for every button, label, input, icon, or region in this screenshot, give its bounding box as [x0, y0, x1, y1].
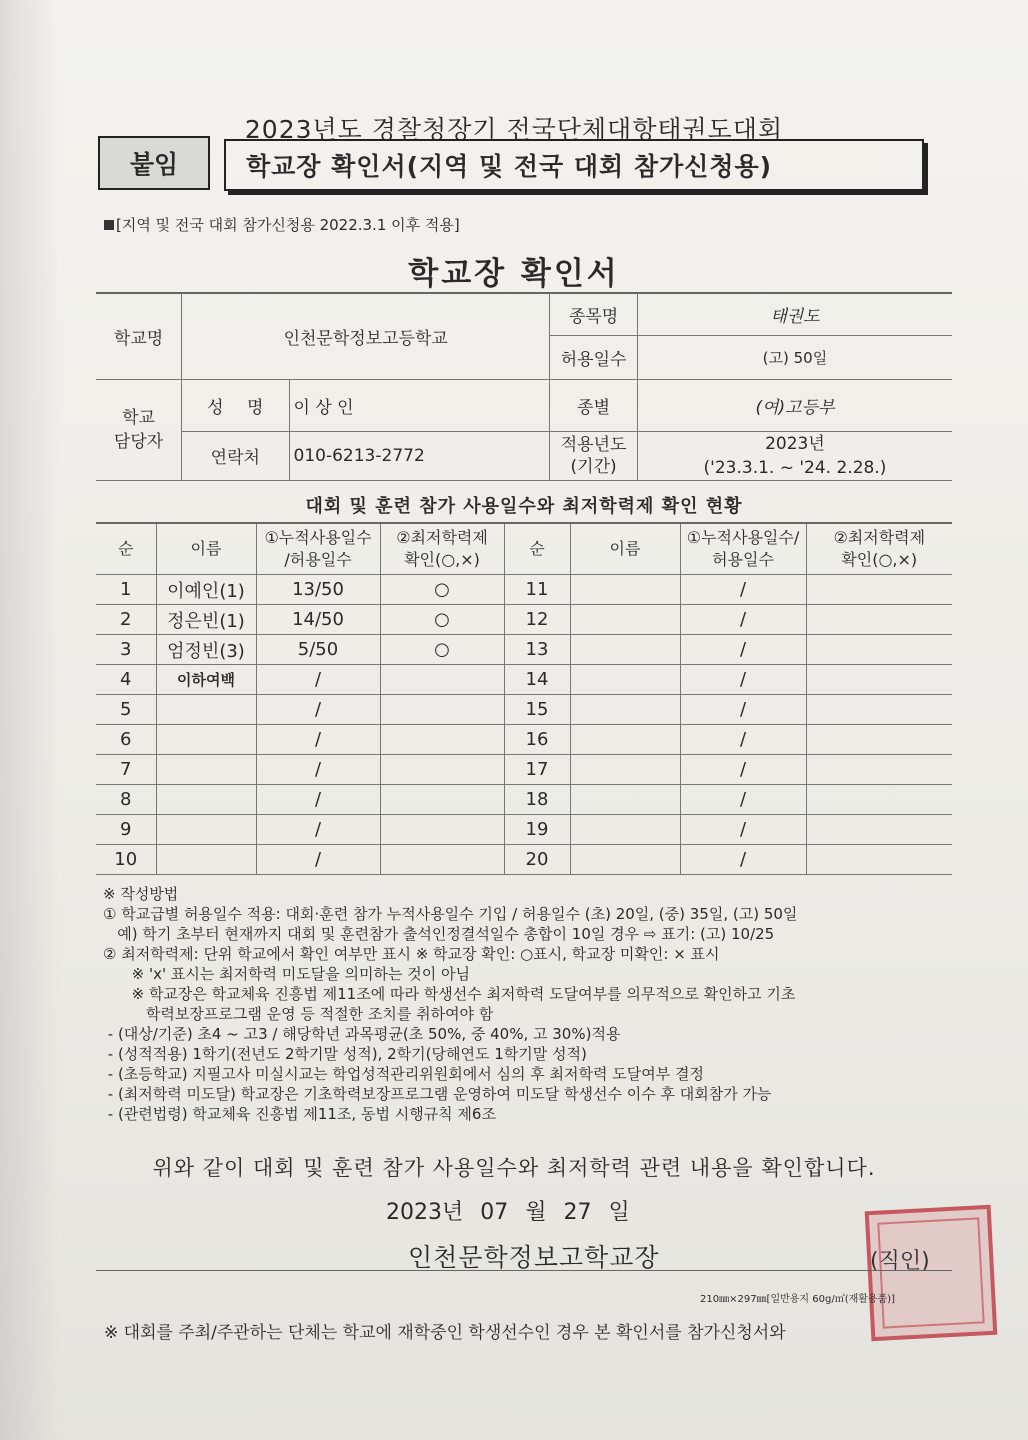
row-name: [156, 815, 256, 845]
row-check: [380, 845, 504, 875]
row-name: [156, 725, 256, 755]
row-days: 5/50: [256, 635, 380, 665]
event-label: 종목명: [550, 293, 638, 335]
attendance-table: [96, 522, 952, 875]
row-days-2: /: [680, 665, 806, 695]
row-no: 6: [96, 725, 156, 755]
method-line: ※ 작성방법: [103, 885, 179, 903]
row-check: [380, 755, 504, 785]
allowed-days-value: (고) 50일: [637, 335, 952, 379]
row-no-2: 14: [504, 665, 570, 695]
row-no: 8: [96, 785, 156, 815]
row-days-2: /: [680, 815, 806, 845]
school-info-table: [96, 292, 952, 481]
manager-label: 학교 담당자: [96, 379, 182, 480]
row-name-2: [570, 845, 680, 875]
method-line: 학력보장프로그램 운영 등 적절한 조치를 취하여야 함: [103, 1005, 494, 1023]
row-check: [380, 725, 504, 755]
table-row: [96, 785, 952, 815]
row-days: /: [256, 725, 380, 755]
col-header-no: 순: [96, 523, 156, 575]
divider: [96, 1270, 952, 1271]
row-check: [380, 695, 504, 725]
method-line: ② 최저학력제: 단위 학교에서 확인 여부만 표시 ※ 학교장 확인: ○표시, 학교장 미확인: × 표시: [103, 945, 720, 963]
method-line: - (관련법령) 학교체육 진흥법 제11조, 동법 시행규칙 제6조: [103, 1105, 496, 1123]
event-value: 태권도: [637, 293, 952, 335]
row-check-2: [806, 665, 952, 695]
square-bullet-icon: [104, 220, 114, 230]
table-row: [96, 665, 952, 695]
year-cell: [637, 431, 952, 480]
school-name-label: 학교명: [96, 293, 182, 379]
row-days-2: /: [680, 635, 806, 665]
row-check-2: [806, 695, 952, 725]
writing-method: [103, 884, 973, 1124]
row-check: [380, 785, 504, 815]
row-no: 9: [96, 815, 156, 845]
row-name: [156, 845, 256, 875]
row-no: 2: [96, 605, 156, 635]
applies-note: [104, 214, 460, 235]
row-no-2: 15: [504, 695, 570, 725]
col-header-days: ①누적사용일수 /허용일수: [256, 523, 380, 575]
row-check: ○: [380, 635, 504, 665]
row-check-2: [806, 575, 952, 605]
footer-note: ※ 대회를 주최/주관하는 단체는 학교에 재학중인 학생선수인 경우 본 확인서를 참가신청서와: [104, 1323, 786, 1343]
row-check: [380, 665, 504, 695]
col-header-name: 이름: [156, 523, 256, 575]
table-row: [96, 695, 952, 725]
paper-spec: 210㎜×297㎜[일반용지 60g/㎡(재활용품)]: [700, 1294, 896, 1305]
row-days: /: [256, 755, 380, 785]
form-title-box: 학교장 확인서(지역 및 전국 대회 참가신청용): [224, 139, 924, 191]
row-name-2: [570, 665, 680, 695]
row-days-2: /: [680, 575, 806, 605]
name-value: 이 상 인: [289, 379, 550, 431]
row-name: [156, 785, 256, 815]
row-days-2: /: [680, 695, 806, 725]
row-name: [156, 695, 256, 725]
applies-note-text: [지역 및 전국 대회 참가신청용 2022.3.1 이후 적용]: [116, 216, 460, 234]
row-no-2: 12: [504, 605, 570, 635]
table-row: [96, 605, 952, 635]
confirmation-text: 위와 같이 대회 및 훈련 참가 사용일수와 최저학력 관련 내용을 확인합니다.: [152, 1156, 876, 1180]
table-row: [96, 575, 952, 605]
row-no: 4: [96, 665, 156, 695]
row-days-2: /: [680, 845, 806, 875]
method-line: ※ 'x' 표시는 최저학력 미도달을 의미하는 것이 아님: [103, 965, 470, 983]
table-row: [96, 725, 952, 755]
row-no: 3: [96, 635, 156, 665]
row-check-2: [806, 815, 952, 845]
row-days: /: [256, 845, 380, 875]
allowed-days-label: 허용일수: [550, 335, 638, 379]
name-label: 성 명: [182, 379, 289, 431]
row-no-2: 11: [504, 575, 570, 605]
row-no-2: 17: [504, 755, 570, 785]
row-name: 이하여백: [156, 665, 256, 695]
row-days: /: [256, 815, 380, 845]
row-no: 10: [96, 845, 156, 875]
year-label: 적용년도 (기간): [550, 431, 638, 480]
row-check-2: [806, 785, 952, 815]
row-no-2: 19: [504, 815, 570, 845]
row-name: 이예인(1): [156, 575, 256, 605]
row-check-2: [806, 845, 952, 875]
table-row: [96, 845, 952, 875]
contact-label: 연락처: [182, 431, 289, 480]
row-name-2: [570, 725, 680, 755]
table-row: [96, 755, 952, 785]
attendance-header-row: [96, 523, 952, 575]
method-line: 예) 학기 초부터 현재까지 대회 및 훈련참가 출석인정결석일수 총합이 10일 경우 ⇨ 표기: (고) 10/25: [103, 925, 775, 943]
row-days: /: [256, 665, 380, 695]
row-name-2: [570, 815, 680, 845]
attendance-body: [96, 575, 952, 875]
row-name: [156, 755, 256, 785]
contact-value: 010-6213-2772: [289, 431, 550, 480]
row-no: 1: [96, 575, 156, 605]
table-row: [96, 635, 952, 665]
table-row: [96, 815, 952, 845]
row-check: [380, 815, 504, 845]
principal-name: 인천문학정보고학교장: [408, 1243, 660, 1272]
row-name-2: [570, 635, 680, 665]
row-days-2: /: [680, 755, 806, 785]
col-header-check-2: ②최저학력제 확인(○,×): [806, 523, 952, 575]
school-name-value: 인천문학정보고등학교: [182, 293, 550, 379]
method-line: ※ 학교장은 학교체육 진흥법 제11조에 따라 학생선수 최저학력 도달여부를 의무적으로 확인하고 기초: [103, 985, 796, 1003]
row-check: ○: [380, 575, 504, 605]
confirmation-date: 2023년 07 월 27 일: [386, 1200, 630, 1225]
col-header-name-2: 이름: [570, 523, 680, 575]
row-name: 정은빈(1): [156, 605, 256, 635]
method-line: - (초등학교) 지필고사 미실시교는 학업성적관리위원회에서 심의 후 최저학력 도달여부 결정: [103, 1065, 704, 1083]
row-days-2: /: [680, 785, 806, 815]
col-header-no-2: 순: [504, 523, 570, 575]
row-name: 엄정빈(3): [156, 635, 256, 665]
document-title: 학교장 확인서: [408, 256, 620, 292]
year-value: 2023년: [765, 433, 825, 454]
row-check-2: [806, 635, 952, 665]
event-title: 2023년도 경찰청장기 전국단체대항태권도대회: [244, 115, 784, 144]
row-days: 13/50: [256, 575, 380, 605]
method-line: - (최저학력 미도달) 학교장은 기초학력보장프로그램 운영하여 미도달 학생선수 이수 후 대회참가 가능: [103, 1085, 772, 1103]
method-line: - (대상/기준) 초4 ~ 고3 / 해당학년 과목평균(초 50%, 중 40%, 고 30%)적용: [103, 1025, 621, 1043]
row-check-2: [806, 755, 952, 785]
row-days: 14/50: [256, 605, 380, 635]
col-header-days-2: ①누적사용일수/ 허용일수: [680, 523, 806, 575]
row-no-2: 18: [504, 785, 570, 815]
method-line: ① 학교급별 허용일수 적용: 대회·훈련 참가 누적사용일수 기입 / 허용일수 (초) 20일, (중) 35일, (고) 50일: [103, 905, 798, 923]
row-no-2: 20: [504, 845, 570, 875]
row-no-2: 16: [504, 725, 570, 755]
row-check-2: [806, 725, 952, 755]
division-value: (여)고등부: [637, 379, 952, 431]
row-check-2: [806, 605, 952, 635]
seal-label: (직인): [870, 1249, 930, 1274]
row-name-2: [570, 785, 680, 815]
row-name-2: [570, 605, 680, 635]
row-no-2: 13: [504, 635, 570, 665]
row-check: ○: [380, 605, 504, 635]
row-days-2: /: [680, 725, 806, 755]
period-value: ('23.3.1. ~ '24. 2.28.): [703, 457, 887, 478]
attachment-label: 붙임: [98, 136, 210, 190]
row-days-2: /: [680, 605, 806, 635]
division-label: 종별: [550, 379, 638, 431]
attendance-title: 대회 및 훈련 참가 사용일수와 최저학력제 확인 현황: [305, 496, 743, 517]
row-no: 7: [96, 755, 156, 785]
row-no: 5: [96, 695, 156, 725]
row-name-2: [570, 695, 680, 725]
row-name-2: [570, 755, 680, 785]
page-shadow: [0, 0, 60, 1440]
method-line: - (성적적용) 1학기(전년도 2학기말 성적), 2학기(당해연도 1학기말 성적): [103, 1045, 587, 1063]
col-header-check: ②최저학력제 확인(○,×): [380, 523, 504, 575]
row-days: /: [256, 695, 380, 725]
row-name-2: [570, 575, 680, 605]
row-days: /: [256, 785, 380, 815]
